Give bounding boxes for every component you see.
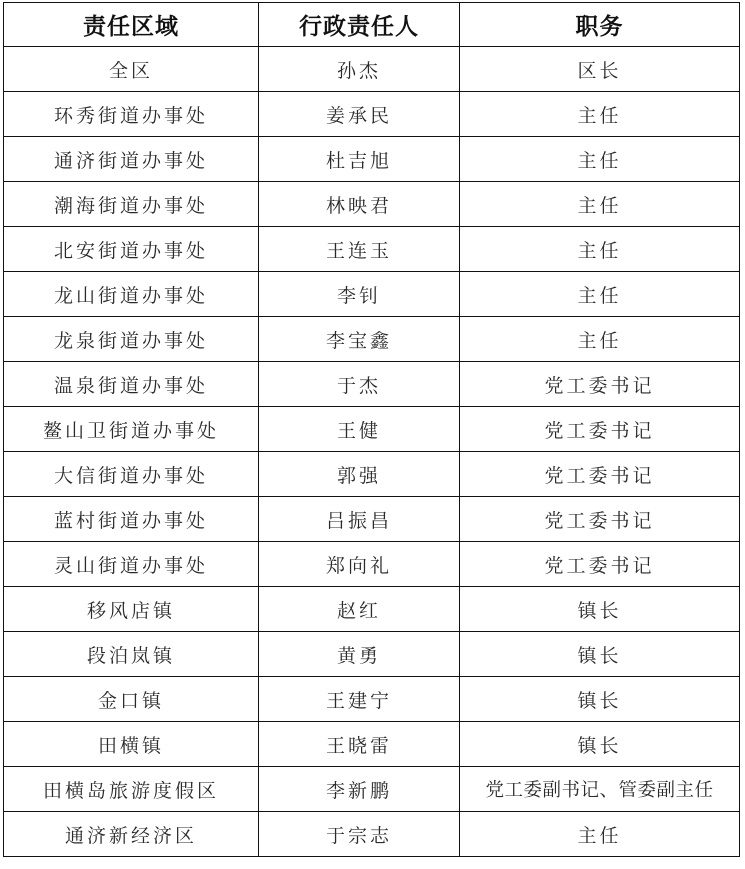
cell-area: 龙山街道办事处: [4, 272, 259, 317]
cell-person: 李钊: [259, 272, 460, 317]
cell-person: 王建宁: [259, 677, 460, 722]
table-row: [4, 767, 740, 812]
cell-person: 郭强: [259, 452, 460, 497]
cell-position: 主任: [460, 182, 740, 227]
cell-position: 党工委副书记、管委副主任: [460, 767, 740, 812]
cell-person: 赵红: [259, 587, 460, 632]
header-area: 责任区域: [4, 3, 259, 47]
cell-person: 李宝鑫: [259, 317, 460, 362]
cell-person: 于宗志: [259, 812, 460, 857]
cell-position: 主任: [460, 227, 740, 272]
cell-position: 主任: [460, 317, 740, 362]
cell-position: 镇长: [460, 632, 740, 677]
cell-area: 田横镇: [4, 722, 259, 767]
cell-area: 温泉街道办事处: [4, 362, 259, 407]
table-row: [4, 362, 740, 407]
cell-area: 段泊岚镇: [4, 632, 259, 677]
cell-person: 吕振昌: [259, 497, 460, 542]
cell-person: 黄勇: [259, 632, 460, 677]
header-position: 职务: [460, 3, 740, 47]
table-row: [4, 317, 740, 362]
header-row: [4, 3, 740, 47]
cell-area: 田横岛旅游度假区: [4, 767, 259, 812]
cell-position: 主任: [460, 137, 740, 182]
table-row: [4, 587, 740, 632]
cell-person: 林映君: [259, 182, 460, 227]
responsibility-table: [3, 2, 740, 857]
table-row: [4, 272, 740, 317]
table-row: [4, 812, 740, 857]
cell-area: 环秀街道办事处: [4, 92, 259, 137]
cell-position: 党工委书记: [460, 362, 740, 407]
cell-area: 通济新经济区: [4, 812, 259, 857]
cell-person: 李新鹏: [259, 767, 460, 812]
cell-position: 镇长: [460, 587, 740, 632]
table-row: [4, 542, 740, 587]
table-row: [4, 182, 740, 227]
cell-position: 党工委书记: [460, 497, 740, 542]
cell-area: 金口镇: [4, 677, 259, 722]
cell-area: 全区: [4, 47, 259, 92]
cell-person: 王健: [259, 407, 460, 452]
cell-person: 郑向礼: [259, 542, 460, 587]
cell-position: 党工委书记: [460, 407, 740, 452]
table-row: [4, 227, 740, 272]
cell-position: 镇长: [460, 677, 740, 722]
cell-position: 党工委书记: [460, 542, 740, 587]
cell-person: 姜承民: [259, 92, 460, 137]
cell-position: 区长: [460, 47, 740, 92]
cell-person: 于杰: [259, 362, 460, 407]
table-row: [4, 407, 740, 452]
table-row: [4, 92, 740, 137]
cell-area: 移风店镇: [4, 587, 259, 632]
cell-area: 鳌山卫街道办事处: [4, 407, 259, 452]
cell-area: 龙泉街道办事处: [4, 317, 259, 362]
cell-area: 通济街道办事处: [4, 137, 259, 182]
cell-person: 王连玉: [259, 227, 460, 272]
table-row: [4, 47, 740, 92]
cell-area: 潮海街道办事处: [4, 182, 259, 227]
table-row: [4, 137, 740, 182]
cell-area: 大信街道办事处: [4, 452, 259, 497]
cell-area: 北安街道办事处: [4, 227, 259, 272]
cell-position: 主任: [460, 92, 740, 137]
header-person: 行政责任人: [259, 3, 460, 47]
cell-person: 孙杰: [259, 47, 460, 92]
cell-person: 杜吉旭: [259, 137, 460, 182]
table-row: [4, 632, 740, 677]
table-body: [4, 47, 740, 857]
table-row: [4, 722, 740, 767]
table-row: [4, 452, 740, 497]
table-row: [4, 497, 740, 542]
cell-area: 灵山街道办事处: [4, 542, 259, 587]
table-row: [4, 677, 740, 722]
cell-position: 党工委书记: [460, 452, 740, 497]
cell-position: 镇长: [460, 722, 740, 767]
cell-position: 主任: [460, 272, 740, 317]
cell-area: 蓝村街道办事处: [4, 497, 259, 542]
cell-person: 王晓雷: [259, 722, 460, 767]
cell-position: 主任: [460, 812, 740, 857]
